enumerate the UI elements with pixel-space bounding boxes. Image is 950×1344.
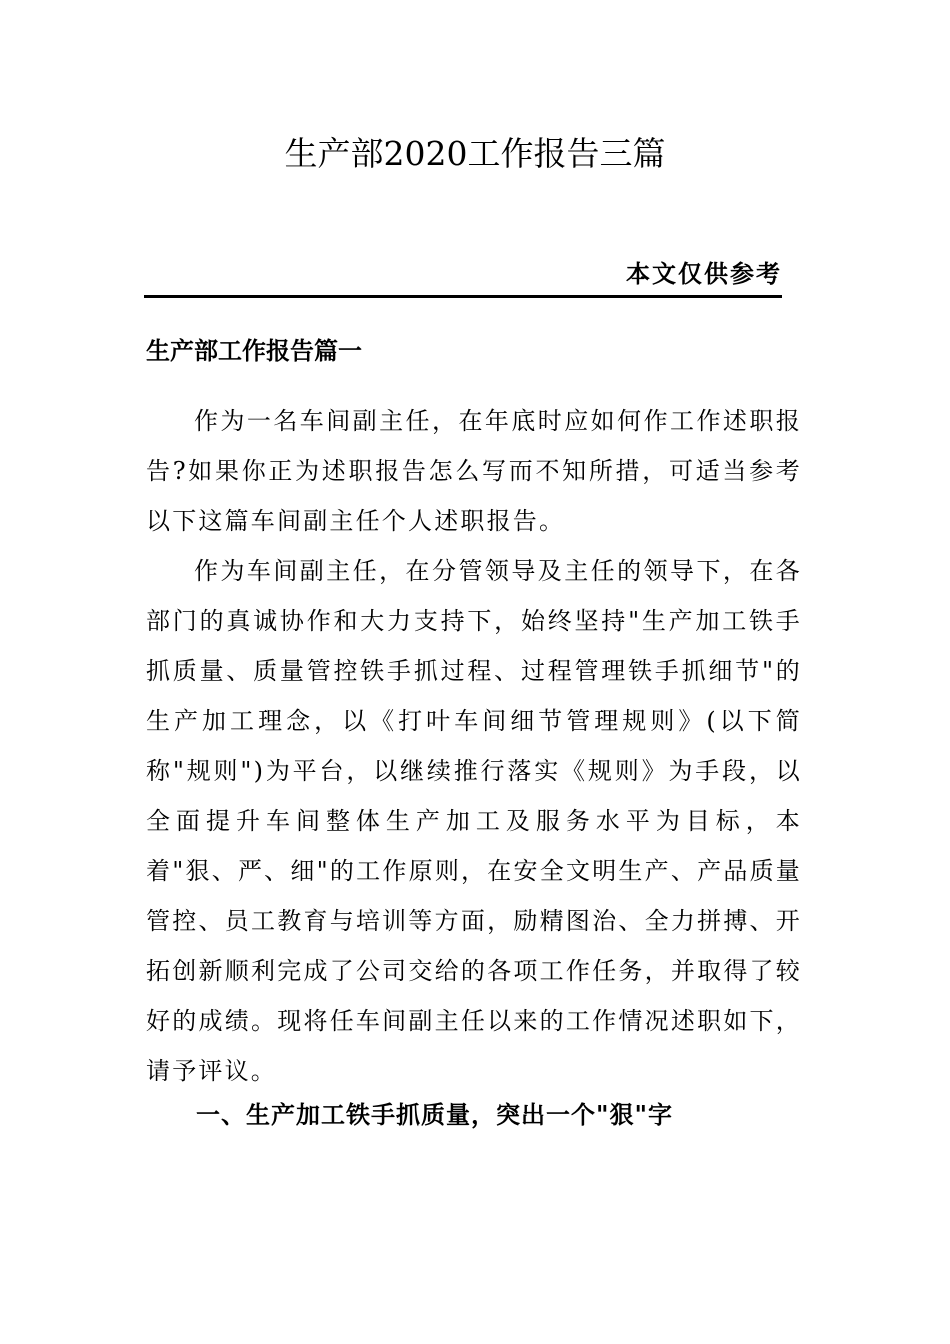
title-divider <box>144 295 782 298</box>
paragraph-main: 作为车间副主任，在分管领导及主任的领导下，在各部门的真诚协作和大力支持下，始终坚持"生产加工铁手抓质量、质量管控铁手抓过程、过程管理铁手抓细节"的生产加工理念，以《打叶车间细节管理规则》(以下简称"规则")为平台，以继续推行落实《规则》为手段，以全面提升车间整体生产加工及服务水平为目标，本着"狠、严、细"的工作原则，在安全文明生产、产品质量管控、员工教育与培训等方面，励精图治、全力拼搏、开拓创新顺利完成了公司交给的各项工作任务，并取得了较好的成绩。现将任车间副主任以来的工作情况述职如下，请予评议。 <box>146 557 802 1085</box>
document-title: 生产部2020工作报告三篇 <box>284 134 666 173</box>
paragraph-intro: 作为一名车间副主任，在年底时应如何作工作述职报告?如果你正为述职报告怎么写而不知所措，可适当参考以下这篇车间副主任个人述职报告。 <box>146 407 802 535</box>
sub-heading: 一、生产加工铁手抓质量，突出一个"狠"字 <box>196 1100 674 1129</box>
body-text <box>146 396 802 1096</box>
reference-note: 本文仅供参考 <box>626 259 782 288</box>
section-heading: 生产部工作报告篇一 <box>146 336 362 365</box>
